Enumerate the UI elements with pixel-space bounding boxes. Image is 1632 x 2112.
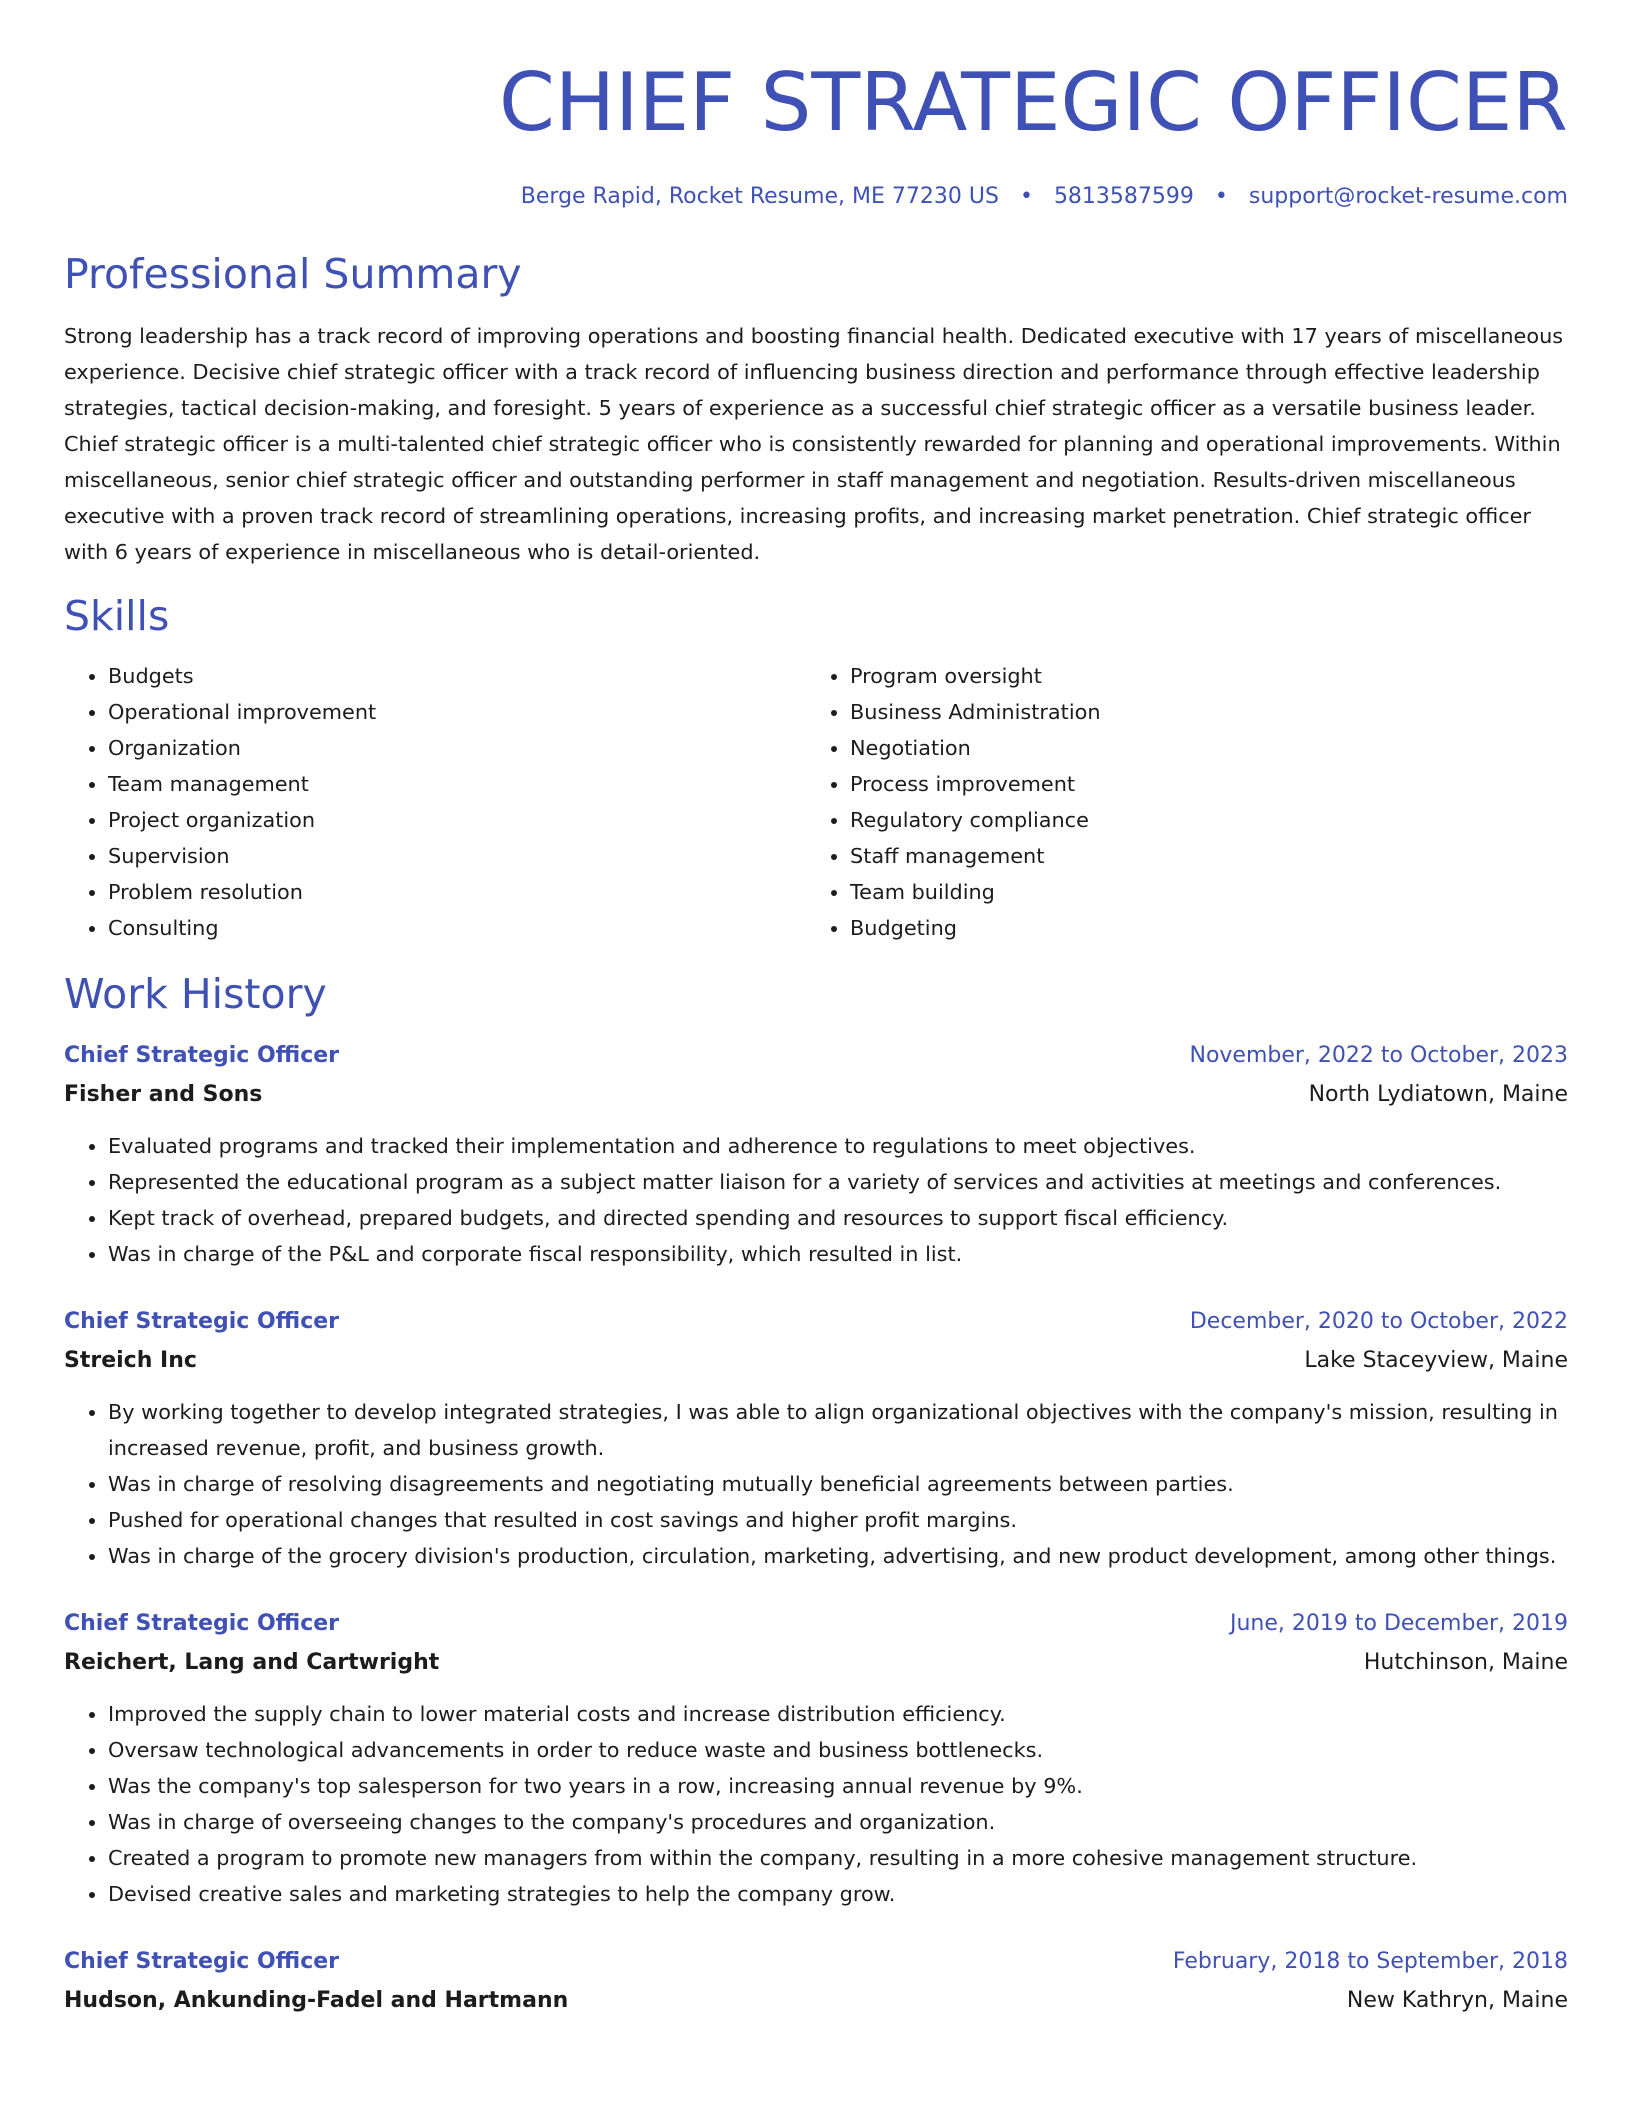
- skill-item: • Consulting: [108, 910, 806, 946]
- skill-item: • Organization: [108, 730, 806, 766]
- job-location: North Lydiatown, Maine: [1308, 1082, 1568, 1107]
- job-subheader: [64, 1982, 1568, 2020]
- job-bullet: • Was in charge of overseeing changes to the company's procedures and organization.: [108, 1804, 1568, 1840]
- contact-info: [64, 182, 1568, 212]
- job-bullet: • Was the company's top salesperson for two years in a row, increasing annual revenue by 9%.: [108, 1768, 1568, 1804]
- skill-item: • Negotiation: [850, 730, 1548, 766]
- job-entry: [64, 1036, 1568, 1272]
- job-company: Hudson, Ankunding-Fadel and Hartmann: [64, 1988, 569, 2013]
- job-bullet: • Oversaw technological advancements in order to reduce waste and business bottlenecks.: [108, 1732, 1568, 1768]
- job-bullet: • Kept track of overhead, prepared budgets, and directed spending and resources to support fiscal efficiency.: [108, 1200, 1568, 1236]
- job-bullet: • Was in charge of the grocery division's production, circulation, marketing, advertising, and new product development, among other things.: [108, 1538, 1568, 1574]
- skills-list-left: [64, 658, 806, 946]
- job-dates: November, 2022 to October, 2023: [1189, 1043, 1568, 1068]
- job-bullets: [64, 1128, 1568, 1272]
- job-header: [64, 1942, 1568, 1982]
- skill-item: • Supervision: [108, 838, 806, 874]
- job-title: Chief Strategic Officer: [64, 1309, 340, 1334]
- skill-item: • Regulatory compliance: [850, 802, 1548, 838]
- job-company: Fisher and Sons: [64, 1082, 263, 1107]
- skill-item: • Program oversight: [850, 658, 1548, 694]
- job-bullet: • Represented the educational program as a subject matter liaison for a variety of services and activities at meetings and conferences.: [108, 1164, 1568, 1200]
- job-company: Reichert, Lang and Cartwright: [64, 1650, 440, 1675]
- job-header: [64, 1302, 1568, 1342]
- job-header: [64, 1604, 1568, 1644]
- job-bullet: • Pushed for operational changes that resulted in cost savings and higher profit margins.: [108, 1502, 1568, 1538]
- contact-email: support@rocket-resume.com: [1248, 184, 1568, 209]
- job-bullet: • Created a program to promote new managers from within the company, resulting in a more cohesive management structure.: [108, 1840, 1568, 1876]
- job-company: Streich Inc: [64, 1348, 197, 1373]
- job-title: Chief Strategic Officer: [64, 1043, 340, 1068]
- skill-item: • Budgets: [108, 658, 806, 694]
- job-dates: February, 2018 to September, 2018: [1172, 1949, 1568, 1974]
- skills-heading: Skills: [64, 592, 170, 640]
- skill-item: • Operational improvement: [108, 694, 806, 730]
- contact-separator: •: [1019, 184, 1033, 209]
- job-bullets: [64, 1394, 1568, 1574]
- skill-item: • Process improvement: [850, 766, 1548, 802]
- summary-text: Strong leadership has a track record of improving operations and boosting financial health. Dedicated executive with 17 years of miscellaneous experience. Decisive chief strategic officer with a track record of influencing business direction and performance through effective leadership strategies, tactical decision-making, and foresight. 5 years of experience as a successful chief strategic officer as a versatile business leader. Chief strategic officer is a multi-talented chief strategic officer who is consistently rewarded for planning and operational improvements. Within miscellaneous, senior chief strategic officer and outstanding performer in staff management and negotiation. Results-driven miscellaneous executive with a proven track record of streamlining operations, increasing profits, and increasing market penetration. Chief strategic officer with 6 years of experience in miscellaneous who is detail-oriented.: [64, 324, 1564, 564]
- skill-item: • Staff management: [850, 838, 1548, 874]
- job-bullet: • Was in charge of resolving disagreements and negotiating mutually beneficial agreements between parties.: [108, 1466, 1568, 1502]
- work-history-heading: Work History: [64, 970, 327, 1018]
- job-entry: [64, 1942, 1568, 2020]
- contact-separator: •: [1214, 184, 1228, 209]
- job-location: Hutchinson, Maine: [1363, 1650, 1568, 1675]
- resume-page: [64, 0, 1568, 2020]
- job-title: Chief Strategic Officer: [64, 1611, 340, 1636]
- skill-item: • Problem resolution: [108, 874, 806, 910]
- job-bullet: • Evaluated programs and tracked their implementation and adherence to regulations to meet objectives.: [108, 1128, 1568, 1164]
- job-subheader: [64, 1076, 1568, 1114]
- skill-item: • Business Administration: [850, 694, 1548, 730]
- job-subheader: [64, 1644, 1568, 1682]
- job-subheader: [64, 1342, 1568, 1380]
- job-title: Chief Strategic Officer: [64, 1949, 340, 1974]
- job-location: Lake Staceyview, Maine: [1304, 1348, 1568, 1373]
- contact-phone: 5813587599: [1053, 184, 1194, 209]
- skills-grid: [64, 658, 1568, 946]
- job-entry: [64, 1604, 1568, 1912]
- job-bullet: • Devised creative sales and marketing strategies to help the company grow.: [108, 1876, 1568, 1912]
- skill-item: • Team management: [108, 766, 806, 802]
- job-dates: December, 2020 to October, 2022: [1189, 1309, 1568, 1334]
- job-bullets: [64, 1696, 1568, 1912]
- skills-list-right: [806, 658, 1548, 946]
- job-location: New Kathryn, Maine: [1346, 1988, 1568, 2013]
- summary-heading: Professional Summary: [64, 250, 522, 298]
- contact-address: Berge Rapid, Rocket Resume, ME 77230 US: [520, 184, 999, 209]
- skill-item: • Team building: [850, 874, 1548, 910]
- skill-item: • Budgeting: [850, 910, 1548, 946]
- job-bullet: • Was in charge of the P&L and corporate fiscal responsibility, which resulted in list.: [108, 1236, 1568, 1272]
- job-entry: [64, 1302, 1568, 1574]
- skill-item: • Project organization: [108, 802, 806, 838]
- job-bullet: • Improved the supply chain to lower material costs and increase distribution efficiency.: [108, 1696, 1568, 1732]
- resume-title: CHIEF STRATEGIC OFFICER: [499, 56, 1568, 149]
- job-dates: June, 2019 to December, 2019: [1229, 1611, 1568, 1636]
- job-header: [64, 1036, 1568, 1076]
- job-bullet: • By working together to develop integrated strategies, I was able to align organizational objectives with the company's mission, resulting in increased revenue, profit, and business growth.: [108, 1394, 1568, 1466]
